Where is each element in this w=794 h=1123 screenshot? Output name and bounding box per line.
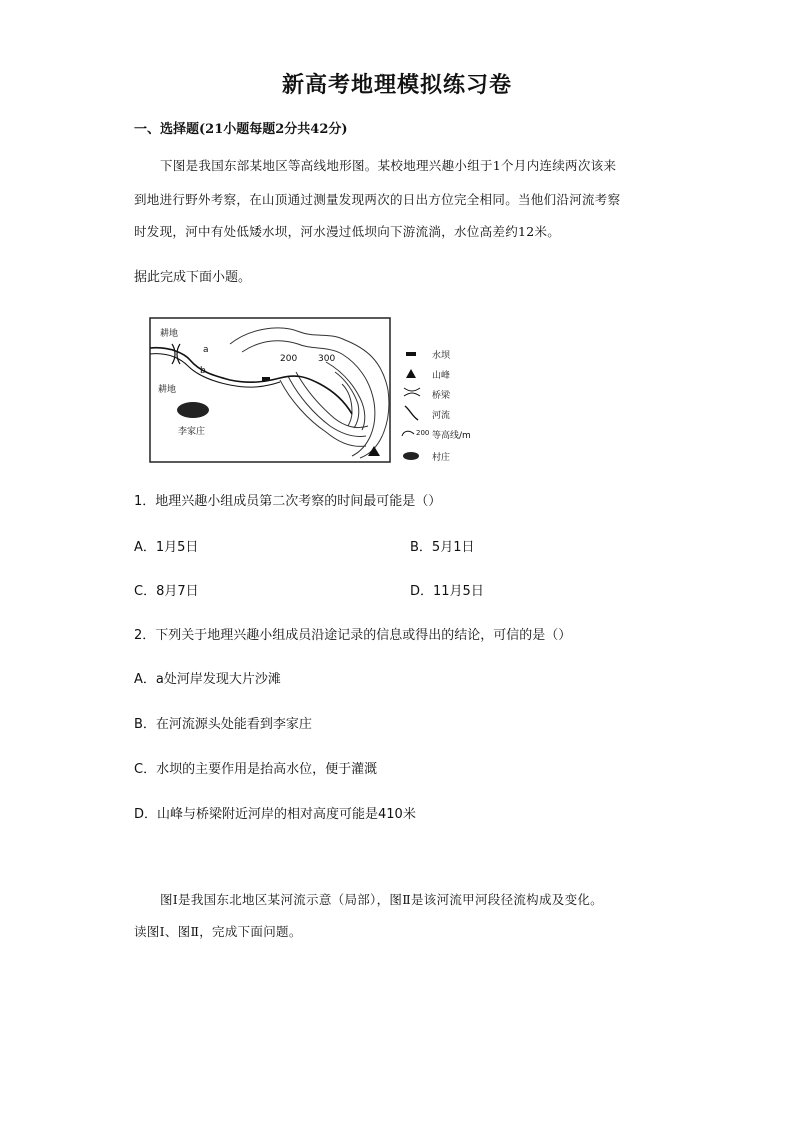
page-title: 新高考地理模拟练习卷 [281,72,512,98]
question-2-option-a: A．a处河岸发现大片沙滩 [134,672,281,687]
legend-symbols [402,352,420,460]
legend-bridge: 桥梁 [432,391,451,401]
label-farmland-left: 耕地 [158,385,177,395]
question-2-option-c: C．水坝的主要作用是抬高水位，便于灌溉 [134,762,378,777]
intro2-line-1: 图Ⅰ是我国东北地区某河流示意（局部），图Ⅱ是该河流甲河段径流构成及变化。 [160,892,603,907]
legend-contour-sample: 200 [416,429,430,437]
village-symbol [177,402,209,418]
question-2-option-d: D．山峰与桥梁附近河岸的相对高度可能是410米 [134,807,416,822]
section-header: 一、选择题(21小题每题2分共42分) [134,122,348,137]
village-icon [403,452,419,460]
legend-peak: 山峰 [432,371,451,381]
question-1-option-a: A．1月5日 [134,540,199,555]
peak-icon [406,369,416,378]
question-1-option-c: C．8月7日 [134,584,199,599]
legend-village: 村庄 [432,453,451,463]
label-point-b: b [200,366,206,376]
dam-icon [406,352,416,356]
dam-symbol [262,377,270,381]
question-1-option-b: B．5月1日 [410,540,475,555]
label-point-a: a [203,345,209,355]
contour-icon [402,431,414,436]
question-1-stem: 1．地理兴趣小组成员第二次考察的时间最可能是（） [134,494,442,509]
bridge-icon [404,388,420,396]
label-contour-300: 300 [318,354,336,364]
intro2-line-2: 读图Ⅰ、图Ⅱ，完成下面问题。 [134,924,302,939]
legend-dam: 水坝 [432,351,451,361]
map-frame [150,318,390,462]
legend-contour: 等高线/m [432,431,471,441]
label-village: 李家庄 [178,427,206,437]
question-2-option-b: B．在河流源头处能看到李家庄 [134,717,312,732]
label-farmland-top: 耕地 [160,329,179,339]
intro-instruction: 据此完成下面小题。 [134,270,252,285]
intro-line-2: 到地进行野外考察，在山顶通过测量发现两次的日出方位完全相同。当他们沿河流考察 [134,192,621,207]
intro-line-1: 下图是我国东部某地区等高线地形图。某校地理兴趣小组于1个月内连续两次该来 [160,158,617,173]
legend-river: 河流 [432,411,451,421]
question-1-option-d: D．11月5日 [410,584,484,599]
contour-map-figure [130,310,490,470]
label-contour-200: 200 [280,354,298,364]
intro-line-3: 时发现，河中有处低矮水坝，河水漫过低坝向下游流淌，水位高差约12米。 [134,224,561,239]
question-2-stem: 2．下列关于地理兴趣小组成员沿途记录的信息或得出的结论，可信的是（） [134,628,572,643]
river-icon [405,406,418,420]
